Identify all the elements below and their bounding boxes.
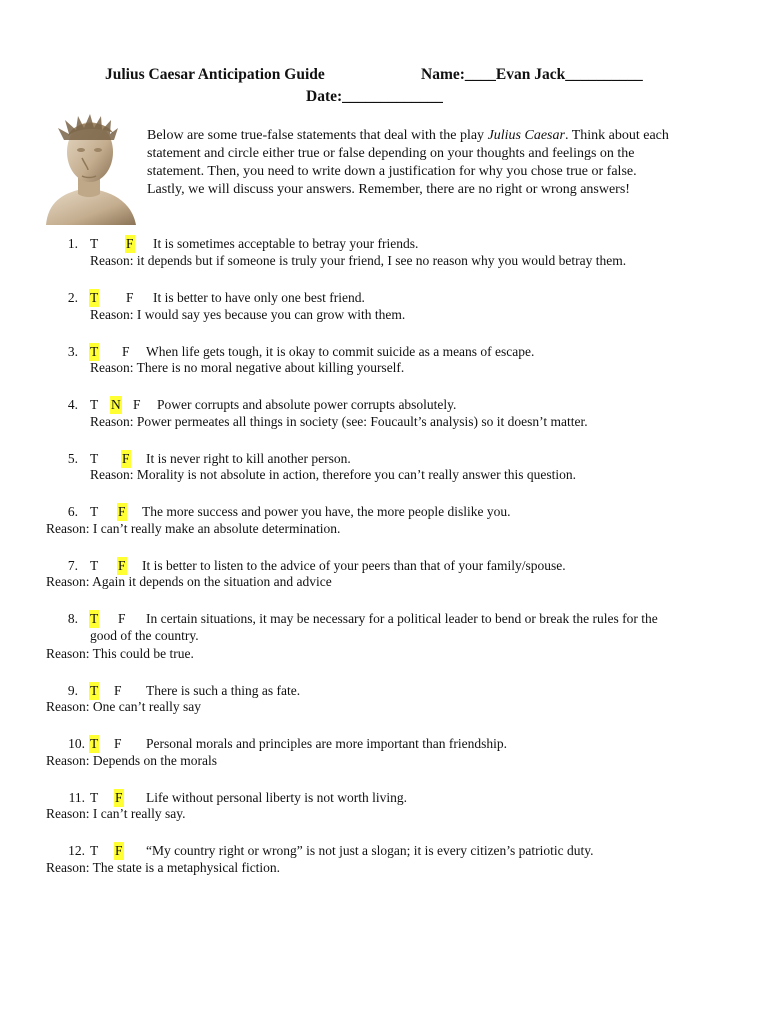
question-statement: It is sometimes acceptable to betray your friends. bbox=[153, 236, 419, 251]
question-number: 2. bbox=[67, 290, 78, 305]
question-statement: Power corrupts and absolute power corrupts absolutely. bbox=[157, 397, 457, 412]
question-number: 11. bbox=[68, 790, 85, 805]
option-false: F bbox=[114, 736, 122, 751]
option-false-selected: F bbox=[115, 790, 123, 805]
option-false: F bbox=[122, 344, 130, 359]
question-reason: Reason: One can’t really say bbox=[46, 699, 201, 714]
question-statement: “My country right or wrong” is not just a slogan; it is every citizen’s patriotic duty. bbox=[146, 843, 594, 858]
question-reason: Reason: I can’t really say. bbox=[46, 806, 186, 821]
question-number: 4. bbox=[67, 397, 78, 412]
name-field: Name:____Evan Jack__________ bbox=[421, 66, 643, 83]
question-reason: Reason: There is no moral negative about killing yourself. bbox=[90, 360, 405, 375]
question-reason: Reason: it depends but if someone is truly your friend, I see no reason why you would betray them. bbox=[90, 253, 627, 268]
option-true: T bbox=[90, 790, 99, 805]
question-number: 5. bbox=[67, 451, 78, 466]
question-statement: When life gets tough, it is okay to commit suicide as a means of escape. bbox=[146, 344, 535, 359]
option-false: F bbox=[118, 611, 126, 626]
question-statement: It is better to have only one best friend. bbox=[153, 290, 365, 305]
option-true: T bbox=[90, 236, 99, 251]
question-number: 6. bbox=[67, 504, 78, 519]
option-true-selected: T bbox=[90, 611, 99, 626]
question-reason: Reason: I can’t really make an absolute determination. bbox=[46, 521, 341, 536]
option-true: T bbox=[90, 843, 99, 858]
option-true-selected: T bbox=[90, 683, 99, 698]
option-true-selected: T bbox=[90, 736, 99, 751]
option-false-selected: F bbox=[118, 558, 126, 573]
option-false-selected: F bbox=[126, 236, 134, 251]
caesar-bust-image bbox=[38, 110, 138, 225]
question-number: 1. bbox=[67, 236, 78, 251]
question-reason: Reason: Power permeates all things in society (see: Foucault’s analysis) so it doesn’t matter. bbox=[90, 414, 588, 429]
question-statement: In certain situations, it may be necessary for a political leader to bend or break the rules for the bbox=[146, 611, 658, 626]
option-false: F bbox=[133, 397, 141, 412]
option-true-selected: T bbox=[90, 344, 99, 359]
option-true: T bbox=[90, 504, 99, 519]
play-title: Julius Caesar bbox=[487, 128, 565, 143]
question-number: 3. bbox=[67, 344, 78, 359]
option-neutral-selected: N bbox=[111, 397, 121, 412]
question-reason: Reason: Depends on the morals bbox=[46, 753, 217, 768]
option-false-selected: F bbox=[118, 504, 126, 519]
question-statement: Life without personal liberty is not worth living. bbox=[146, 790, 407, 805]
option-true: T bbox=[90, 397, 99, 412]
document-title: Julius Caesar Anticipation Guide bbox=[105, 66, 325, 83]
option-true-selected: T bbox=[90, 290, 99, 305]
question-statement: Personal morals and principles are more important than friendship. bbox=[146, 736, 508, 751]
question-statement-continued: good of the country. bbox=[90, 628, 199, 643]
question-statement: There is such a thing as fate. bbox=[146, 683, 301, 698]
question-statement: It is never right to kill another person. bbox=[146, 451, 351, 466]
question-number: 12. bbox=[68, 843, 85, 858]
date-field: Date:_____________ bbox=[306, 88, 443, 105]
question-number: 10. bbox=[68, 736, 85, 751]
intro-text: statement and circle either true or false depending on your thoughts and feelings on the bbox=[147, 146, 635, 161]
question-statement: The more success and power you have, the more people dislike you. bbox=[142, 504, 511, 519]
intro-text: statement. Then, you need to write down a justification for why you chose true or false. bbox=[147, 164, 637, 179]
question-number: 8. bbox=[67, 611, 78, 626]
question-number: 9. bbox=[67, 683, 78, 698]
question-reason: Reason: The state is a metaphysical fiction. bbox=[46, 860, 281, 875]
option-true: T bbox=[90, 558, 99, 573]
intro-text: . Think about each bbox=[564, 128, 669, 143]
intro-text: Lastly, we will discuss your answers. Remember, there are no right or wrong answers! bbox=[147, 182, 630, 197]
question-statement: It is better to listen to the advice of your peers than that of your family/spouse. bbox=[142, 558, 566, 573]
question-reason: Reason: Morality is not absolute in action, therefore you can’t really answer this question. bbox=[90, 467, 577, 482]
option-true: T bbox=[90, 451, 99, 466]
option-false: F bbox=[114, 683, 122, 698]
question-reason: Reason: Again it depends on the situation and advice bbox=[46, 574, 332, 589]
option-false: F bbox=[126, 290, 134, 305]
option-false-selected: F bbox=[122, 451, 130, 466]
question-number: 7. bbox=[67, 558, 78, 573]
intro-text: Below are some true-false statements that deal with the play bbox=[147, 128, 488, 143]
question-reason: Reason: This could be true. bbox=[46, 646, 194, 661]
question-reason: Reason: I would say yes because you can grow with them. bbox=[90, 307, 406, 322]
instructions-paragraph bbox=[147, 127, 732, 199]
option-false-selected: F bbox=[115, 843, 123, 858]
